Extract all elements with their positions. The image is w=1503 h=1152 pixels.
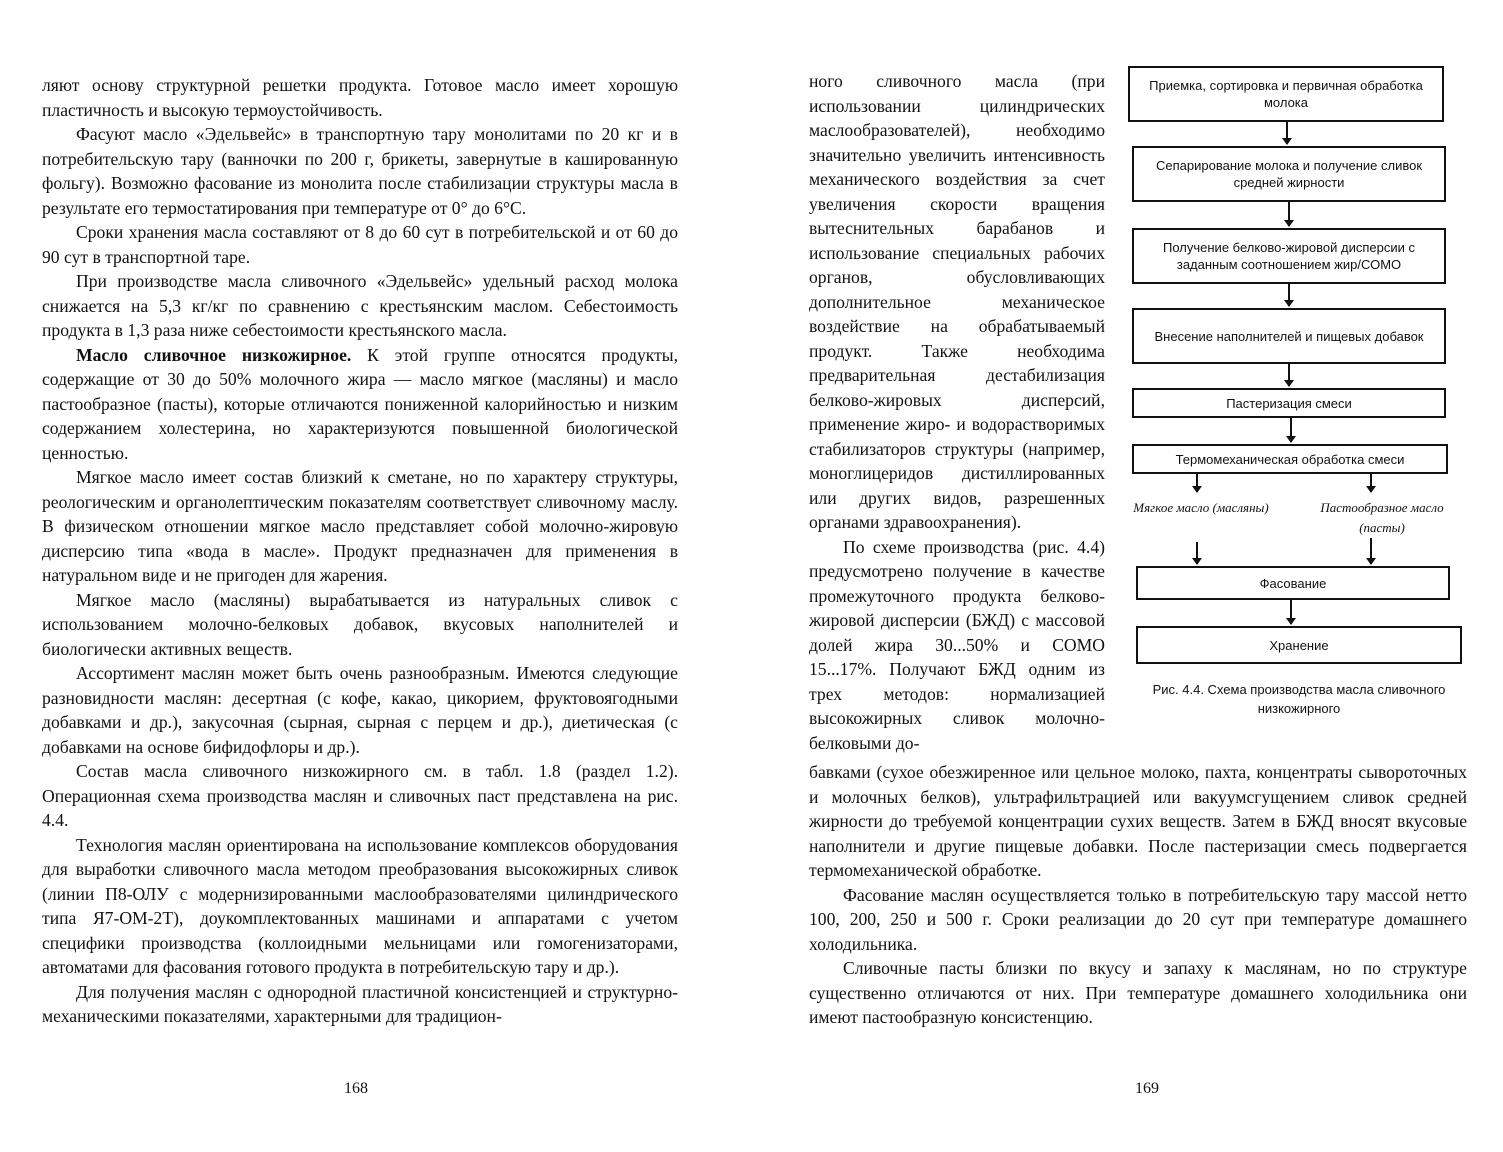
paragraph: При производстве масла сливочного «Эдельвейс» удельный расход молока снижается на 5,3 кг/кг по сравнению с крестьянским маслом. Себестоимость продукта в 1,3 раза ниже себестоимости крестьянского масла.: [42, 271, 678, 340]
section-heading: Масло сливочное низкожирное.: [76, 344, 352, 365]
right-page-narrow-text: [809, 69, 1105, 755]
flow-arrow: [1370, 538, 1372, 564]
paragraph: Мягкое масло имеет состав близкий к сметане, но по характеру структуры, реологическим и органолептическим показателям соответствует сливочному маслу. В физическом отношении мягкое масло представляет собой молочно-жировую дисперсию типа «вода в масле». Продукт предназначен для применения в натуральном виде и не пригоден для жарения.: [42, 467, 678, 585]
page-number: 168: [344, 1080, 368, 1097]
figure-caption: Рис. 4.4. Схема производства масла сливочного низкожирного: [1152, 682, 1446, 716]
paragraph-body: К этой группе относятся продукты, содержащие от 30 до 50% молочного жира — масло мягкое (масляны) и масло пастообразное (пасты), которые отличаются пониженной калорийностью и низким содержанием холестерина, но характеризуются повышенной биологической ценностью.: [42, 344, 679, 463]
paragraph: Сроки хранения масла составляют от 8 до 60 сут в потребительской и от 60 до 90 сут в транспортной таре.: [42, 222, 678, 267]
production-flowchart: [1126, 62, 1466, 622]
paragraph: ного сливочного масла (при использовании цилиндрических маслообразователей), необходимо значительно увеличить интенсивность механического воздействия за счет увеличения скорости вращения вытеснительных барабанов и использование специальных рабочих органов, обусловливающих дополнительное механическое воздействие на обрабатываемый продукт. Также необходима предварительная дестабилизация белково-жировых дисперсий, применение жиро- и водорастворимых стабилизаторов структуры (например, моноглицеридов дистиллированных или других видов, разрешенных органами здравоохранения).: [809, 71, 1105, 532]
branch-label-paste-butter: Пастообразное масло (пасты): [1320, 500, 1444, 535]
flowchart-step: Внесение наполнителей и пищевых добавок: [1132, 308, 1446, 364]
flowchart-step: Хранение: [1136, 626, 1462, 664]
page-number: 169: [1135, 1080, 1159, 1097]
left-page: [0, 0, 751, 1152]
right-page: [752, 0, 1503, 1152]
flowchart-step: Пастеризация смеси: [1132, 388, 1446, 418]
flowchart-step: Термомеханическая обработка смеси: [1132, 444, 1448, 474]
paragraph: По схеме производства (рис. 4.4) предусмотрено получение в качестве промежуточного продукта белково-жировой дисперсии (БЖД) с массовой долей жира 30...50% и СОМО 15...17%. Получают БЖД одним из трех методов: нормализацией высокожирных сливок молочно-белковыми до-: [809, 536, 1105, 753]
left-page-text: [42, 73, 678, 1029]
branch-label-soft-butter: Мягкое масло (масляны): [1133, 500, 1269, 515]
paragraph: Фасование маслян осуществляется только в потребительскую тару массой нетто 100, 200, 250 и 500 г. Сроки реализации до 20 сут при температуре домашнего холодильника.: [809, 884, 1467, 954]
flowchart-step: Приемка, сортировка и первичная обработка молока: [1128, 66, 1444, 122]
paragraph: ляют основу структурной решетки продукта. Готовое масло имеет хорошую пластичность и высокую термоустойчивость.: [42, 75, 678, 120]
paragraph: Фасуют масло «Эдельвейс» в транспортную тару монолитами по 20 кг и в потребительскую тару (ванночки по 200 г, брикеты, завернутые в кашированную фольгу). Возможно фасование из монолита после стабилизации структуры масла в результате его термостатирования при температуре от 0° до 6°С.: [42, 124, 678, 218]
paragraph: Сливочные пасты близки по вкусу и запаху к маслянам, но по структуре существенно отличаются от них. При температуре домашнего холодильника они имеют пастообразную консистенцию.: [809, 958, 1467, 1027]
flow-arrow: [1196, 474, 1198, 492]
flowchart-step: Фасование: [1136, 566, 1450, 600]
paragraph: Мягкое масло (масляны) вырабатывается из натуральных сливок с использованием молочно-белковых добавок, вкусовых наполнителей и биологически активных веществ.: [42, 589, 678, 659]
paragraph: Технология маслян ориентирована на использование комплексов оборудования для выработки сливочного масла методом преобразования высокожирных сливок (линии П8-ОЛУ с модернизированными маслообразователями цилиндрического типа Я7-ОМ-2Т), доукомплектованных машинами и аппаратами с учетом специфики производства (коллоидными мельницами или гомогенизаторами, автоматами для фасования готового продукта в потребительскую тару и др.).: [42, 834, 678, 977]
paragraph: бавками (сухое обезжиренное или цельное молоко, пахта, концентраты сывороточных и молочных белков), ультрафильтрацией или вакуумсгущением сливок средней жирности до требуемой концентрации сухих веществ. Затем в БЖД вносят вкусовые наполнители и другие пищевые добавки. После пастеризации смесь подвергается термомеханической обработке.: [809, 762, 1467, 880]
paragraph: Состав масла сливочного низкожирного см. в табл. 1.8 (раздел 1.2). Операционная схема производства маслян и сливочных паст представлена на рис. 4.4.: [42, 761, 678, 830]
paragraph: Ассортимент маслян может быть очень разнообразным. Имеются следующие разновидности маслян: десертная (с кофе, какао, цикорием, фруктовоягодными добавками и др.), закусочная (сырная, сырная с перцем и др.), диетическая (с добавками на основе бифидофлоры и др.).: [42, 663, 678, 757]
flow-arrow: [1196, 542, 1198, 564]
right-page-wide-text: [809, 760, 1467, 1030]
paragraph: Для получения маслян с однородной пластичной консистенцией и структурно-механическими показателями, характерными для традицион-: [42, 981, 678, 1026]
flow-arrow: [1288, 284, 1290, 306]
flow-arrow: [1290, 600, 1292, 624]
flow-arrow: [1370, 474, 1372, 492]
paragraph: [42, 343, 678, 466]
flow-arrow: [1288, 364, 1290, 386]
flowchart-step: Получение белково-жировой дисперсии с заданным соотношением жир/СОМО: [1132, 228, 1446, 284]
flow-arrow: [1290, 418, 1292, 442]
flowchart-step: Сепарирование молока и получение сливок средней жирности: [1132, 146, 1446, 202]
flow-arrow: [1288, 202, 1290, 226]
flow-arrow: [1286, 122, 1288, 144]
